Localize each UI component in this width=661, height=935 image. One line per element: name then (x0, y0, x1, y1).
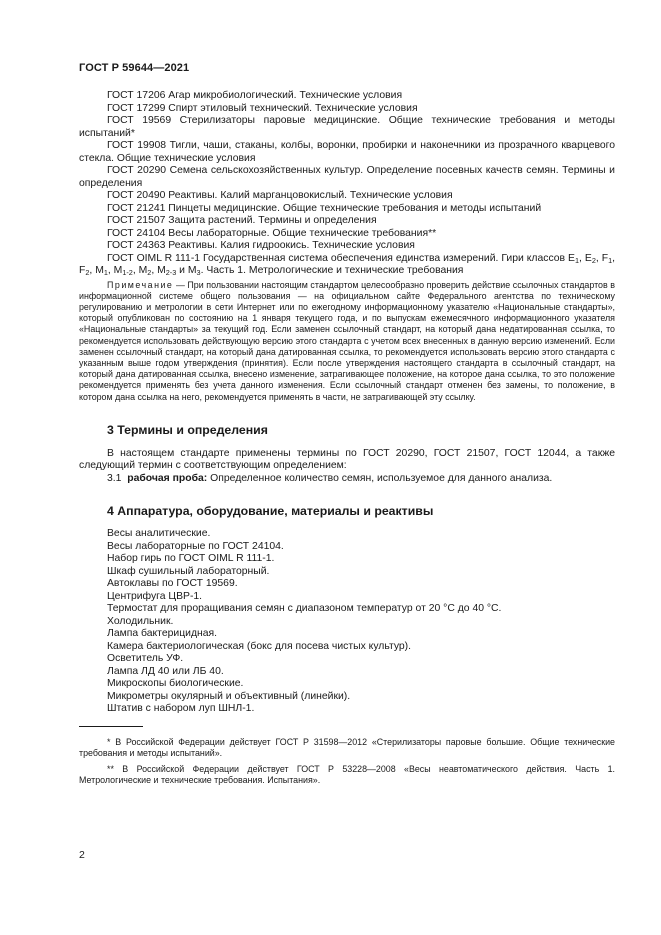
reference-item: ГОСТ 21507 Защита растений. Термины и определения (107, 215, 377, 226)
list-item: Микроскопы биологические. (107, 678, 244, 690)
note-paragraph (79, 280, 615, 403)
reference-item-oiml: ГОСТ OIML R 111-1 Государственная система обеспечения единства измерений. Гири классов $E_1$, $E_2$, $F_1$, $F_2$, $M_1$, $M_{1-2}$, $M_2$, $M_{2-3}$ и $M_3$. Часть 1. Метрологические и технические требования (79, 252, 616, 277)
reference-item: ГОСТ 17299 Спирт этиловый технический. Технические условия (107, 102, 418, 114)
list-item: Термостат для проращивания семян с диапазоном температур от 20 °С до 40 °С. (107, 603, 502, 615)
document-header: ГОСТ Р 59644—2021 (79, 62, 190, 74)
list-item: Лампа ЛД 40 или ЛБ 40. (107, 665, 224, 677)
reference-item: ГОСТ 17206 Агар микробиологический. Технические условия (107, 90, 403, 101)
reference-item: ГОСТ 19908 Тигли, чаши, стаканы, колбы, воронки, пробирки и наконечники из прозрачного кварцевого стекла. Общие технические условия (79, 140, 615, 164)
list-item: Камера бактериологическая (бокс для посева чистых культур). (107, 640, 412, 652)
reference-list (79, 90, 615, 278)
page-number: 2 (79, 849, 85, 861)
reference-item: ГОСТ 20490 Реактивы. Калий марганцовокислый. Технические условия (107, 190, 453, 201)
reference-item: ГОСТ 19569 Стерилизаторы паровые медицинские. Общие технические требования и методы испытаний* (79, 115, 615, 139)
term-name: рабочая проба: (127, 472, 208, 484)
reference-item: ГОСТ 21241 Пинцеты медицинские. Общие технические требования и методы испытаний (107, 202, 542, 214)
list-item: Осветитель УФ. (107, 653, 184, 665)
note-text: — При пользовании настоящим стандартом целесообразно проверить действие ссылочных стандартов в информационной системе общего пользования — на официальном сайте Федерального агентства по техническому регулированию и метрологии в сети Интернет или по ежегодному информационному указателю «Национальные стандарты», который опубликован по состоянию на 1 января текущего года, и по выпускам ежемесячного информационного указателя «Национальные стандарты» за текущий год. Если заменен ссылочный стандарт, на который дана недатированная ссылка, то рекомендуется использовать действующую версию этого стандарта с учетом всех внесенных в данную версию изменений. Если заменен ссылочный стандарт, на который дана датированная ссылка, то рекомендуется использовать версию этого стандарта с указанным выше годом утверждения (принятия). Если после утверждения настоящего стандарта в ссылочный стандарт, на который дана датированная ссылка, внесено изменение, затрагивающее положение, на которое дана ссылка, то это положение рекомендуется применять без учета данного изменения. Если ссылочный стандарт отменен без замены, то положение, в котором дана ссылка на него, рекомендуется применять в части, не затрагивающей эту ссылку. (79, 279, 615, 402)
page-content (79, 90, 615, 786)
term-definition: 3.1 рабочая проба: Определенное количество семян, используемое для данного анализа. (107, 472, 553, 484)
note-label: Примечание (107, 279, 174, 290)
section-3-intro: В настоящем стандарте применены термины по ГОСТ 20290, ГОСТ 21507, ГОСТ 12044, а также следующий термин с соответствующим определением: (79, 447, 615, 472)
reference-item: ГОСТ 24363 Реактивы. Калия гидроокись. Технические условия (107, 240, 415, 251)
section-3-title: 3 Термины и определения (107, 422, 268, 437)
list-item: Автоклавы по ГОСТ 19569. (107, 578, 238, 590)
list-item: Штатив с набором луп ШНЛ-1. (107, 703, 255, 715)
list-item: Центрифуга ЦВР-1. (107, 590, 203, 602)
reference-item: ГОСТ 24104 Весы лабораторные. Общие технические требования** (107, 227, 437, 239)
list-item: Холодильник. (107, 615, 174, 627)
equipment-list (79, 528, 615, 716)
list-item: Шкаф сушильный лабораторный. (107, 565, 270, 577)
list-item: Микрометры окулярный и объективный (линейки). (107, 690, 351, 702)
list-item: Набор гирь по ГОСТ OIML R 111-1. (107, 553, 275, 565)
footnote: ** В Российской Федерации действует ГОСТ Р 53228—2008 «Весы неавтоматического действия. Часть 1. Метрологические и технические требования. Испытания». (79, 763, 615, 785)
section-4-title: 4 Аппаратура, оборудование, материалы и реактивы (107, 504, 434, 519)
reference-item: ГОСТ 20290 Семена сельскохозяйственных культур. Определение посевных качеств семян. Термины и определения (79, 165, 615, 189)
list-item: Весы лабораторные по ГОСТ 24104. (107, 540, 284, 552)
footnote: * В Российской Федерации действует ГОСТ Р 31598—2012 «Стерилизаторы паровые большие. Общие технические требования и методы испытаний». (79, 736, 615, 758)
list-item: Весы аналитические. (107, 528, 211, 540)
list-item: Лампа бактерицидная. (107, 628, 218, 640)
